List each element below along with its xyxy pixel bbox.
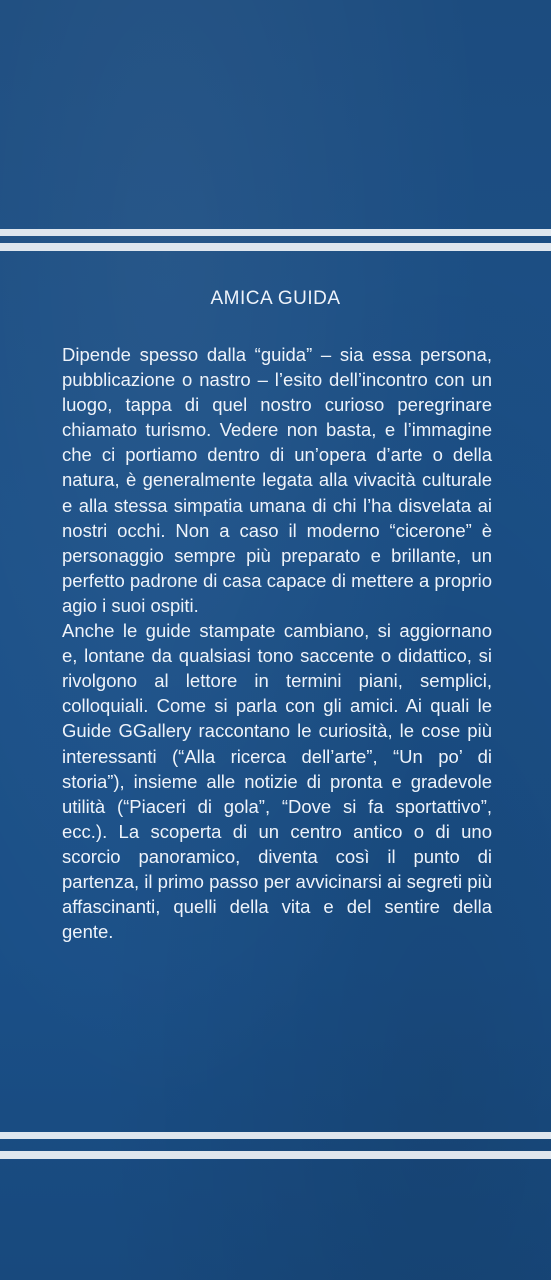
- page-title: AMICA GUIDA: [210, 288, 341, 309]
- paragraph-1: Dipende spesso dalla “guida” – sia essa persona, pubblicazione o nastro – l’esito dell’incontro con un luogo, tappa di quel nostro curioso peregrinare chiamato turismo. Vedere non basta, e l’immagine che ci portiamo dentro di un’opera d’arte o della natura, è generalmente legata alla vivacità culturale e alla stessa simpatia umana di chi l’ha disvelata ai nostri occhi. Non a caso il moderno “cicerone” è personaggio sempre più preparato e brillante, un perfetto padrone di casa capace di mettere a proprio agio i suoi ospiti.: [62, 344, 492, 616]
- top-divider-line-2: [0, 243, 551, 251]
- bottom-divider-line-1: [0, 1132, 551, 1139]
- top-divider-line-1: [0, 229, 551, 236]
- body-text: [62, 342, 492, 944]
- paragraph-2: Anche le guide stampate cambiano, si aggiornano e, lontane da qualsiasi tono saccente o didattico, si rivolgono al lettore in termini piani, semplici, colloquiali. Come si parla con gli amici. Ai quali le Guide GGallery raccontano le curiosità, le cose più interessanti (“Alla ricerca dell’arte”, “Un po’ di storia”), insieme alle notizie di pronta e gradevole utilità (“Piaceri di gola”, “Dove si fa sportattivo”, ecc.). La scoperta di un centro antico o di uno scorcio panoramico, diventa così il punto di partenza, il primo passo per avvicinarsi ai segreti più affascinanti, quelli della vita e del sentire della gente.: [62, 620, 492, 943]
- bottom-divider-line-2: [0, 1151, 551, 1159]
